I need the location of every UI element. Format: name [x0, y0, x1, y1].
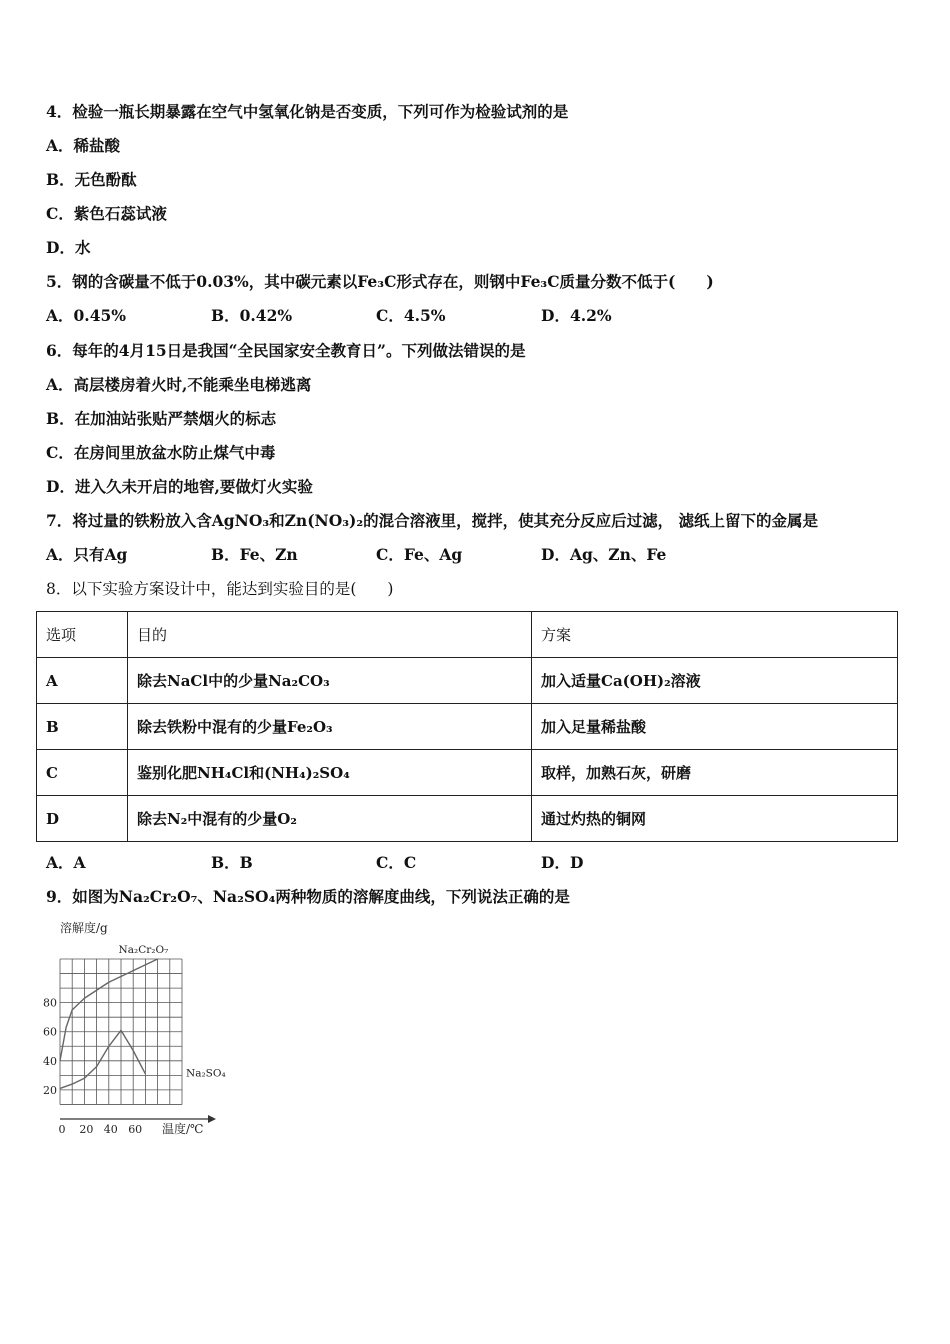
- table-cell: 除去铁粉中混有的少量Fe₂O₃: [128, 704, 532, 750]
- q4-option-a: A．稀盐酸: [46, 136, 121, 155]
- q6-stem: 6．每年的4月15日是我国“全民国家安全教育日”。下列做法错误的是: [46, 341, 526, 360]
- q8-option-c: C．C: [376, 853, 417, 872]
- chart-series: [60, 944, 226, 1088]
- y-tick-labels: [43, 997, 57, 1097]
- table-cell: 取样，加熟石灰，研磨: [532, 750, 898, 796]
- q5-option-d: D．4.2%: [541, 306, 612, 325]
- table-cell: C: [37, 750, 128, 796]
- x-tick-label: 60: [128, 1123, 143, 1136]
- table-cell: 鉴别化肥NH₄Cl和(NH₄)₂SO₄: [128, 750, 532, 796]
- q8-option-d: D．D: [541, 853, 584, 872]
- q7-option-d: D．Ag、Zn、Fe: [541, 545, 667, 564]
- q4-option-c: C．紫色石蕊试液: [46, 204, 167, 223]
- q8-option-b: B．B: [211, 853, 253, 872]
- na2cr2o7-label: Na₂Cr₂O₇: [118, 944, 169, 956]
- table-cell: 加入适量Ca(OH)₂溶液: [532, 658, 898, 704]
- table-header-row: [37, 612, 898, 658]
- q7-stem: 7．将过量的铁粉放入含AgNO₃和Zn(NO₃)₂的混合溶液里，搅拌，使其充分反应后过滤， 滤纸上留下的金属是: [46, 511, 819, 530]
- q5-option-c: C．4.5%: [376, 306, 446, 325]
- header-cell: 方案: [532, 612, 898, 658]
- header-cell: 目的: [128, 612, 532, 658]
- na2so4-label: Na₂SO₄: [186, 1067, 226, 1080]
- table-row: [37, 750, 898, 796]
- y-tick-label: 60: [43, 1025, 57, 1039]
- x-tick-labels: [59, 1123, 143, 1136]
- table-cell: D: [37, 796, 128, 842]
- y-axis-label: 溶解度/g: [60, 921, 108, 935]
- na2so4-curve: [60, 1030, 145, 1088]
- q7-option-b: B．Fe、Zn: [211, 545, 298, 564]
- table-row: [37, 704, 898, 750]
- solubility-chart: [40, 915, 240, 1140]
- q5-option-b: B．0.42%: [211, 306, 293, 325]
- q8-options: [46, 853, 906, 873]
- q7-options: [46, 545, 906, 565]
- table-row: [37, 658, 898, 704]
- header-cell: 选项: [37, 612, 128, 658]
- table-cell: B: [37, 704, 128, 750]
- x-tick-label: 40: [103, 1123, 118, 1136]
- x-tick-label: 20: [79, 1123, 94, 1136]
- chart-grid: [60, 959, 182, 1104]
- q6-option-a: A．高层楼房着火时,不能乘坐电梯逃离: [46, 375, 312, 394]
- y-tick-label: 40: [43, 1054, 57, 1068]
- table-cell: 通过灼热的铜网: [532, 796, 898, 842]
- y-tick-label: 20: [43, 1083, 57, 1097]
- q6-option-b: B．在加油站张贴严禁烟火的标志: [46, 409, 277, 428]
- q6-option-d: D．进入久未开启的地窖,要做灯火实验: [46, 477, 313, 496]
- table-cell: 除去NaCl中的少量Na₂CO₃: [128, 658, 532, 704]
- table-cell: A: [37, 658, 128, 704]
- table-cell: 加入足量稀盐酸: [532, 704, 898, 750]
- q5-option-a: A．0.45%: [46, 306, 127, 325]
- q8-stem: 8．以下实验方案设计中，能达到实验目的是( ): [46, 580, 394, 598]
- q7-option-a: A．只有Ag: [46, 545, 128, 564]
- q5-options: [46, 306, 906, 326]
- q9-stem: 9．如图为Na₂Cr₂O₇、Na₂SO₄两种物质的溶解度曲线，下列说法正确的是: [46, 887, 570, 906]
- x-axis-label: 温度/℃: [162, 1122, 204, 1136]
- q8-option-a: A．A: [46, 853, 86, 872]
- x-axis-arrow: [208, 1115, 216, 1123]
- table-cell: 除去N₂中混有的少量O₂: [128, 796, 532, 842]
- q7-option-c: C．Fe、Ag: [376, 545, 463, 564]
- q6-option-c: C．在房间里放盆水防止煤气中毒: [46, 443, 276, 462]
- q5-stem: 5．钢的含碳量不低于0.03%，其中碳元素以Fe₃C形式存在，则钢中Fe₃C质量分数不低于( ): [46, 272, 714, 291]
- q8-table: [36, 611, 898, 842]
- q4-option-b: B．无色酚酞: [46, 170, 137, 189]
- table-row: [37, 796, 898, 842]
- y-tick-label: 80: [43, 996, 57, 1010]
- q4-option-d: D．水: [46, 238, 91, 257]
- x-tick-label: 0: [58, 1123, 66, 1136]
- q4-stem: 4．检验一瓶长期暴露在空气中氢氧化钠是否变质，下列可作为检验试剂的是: [46, 102, 569, 121]
